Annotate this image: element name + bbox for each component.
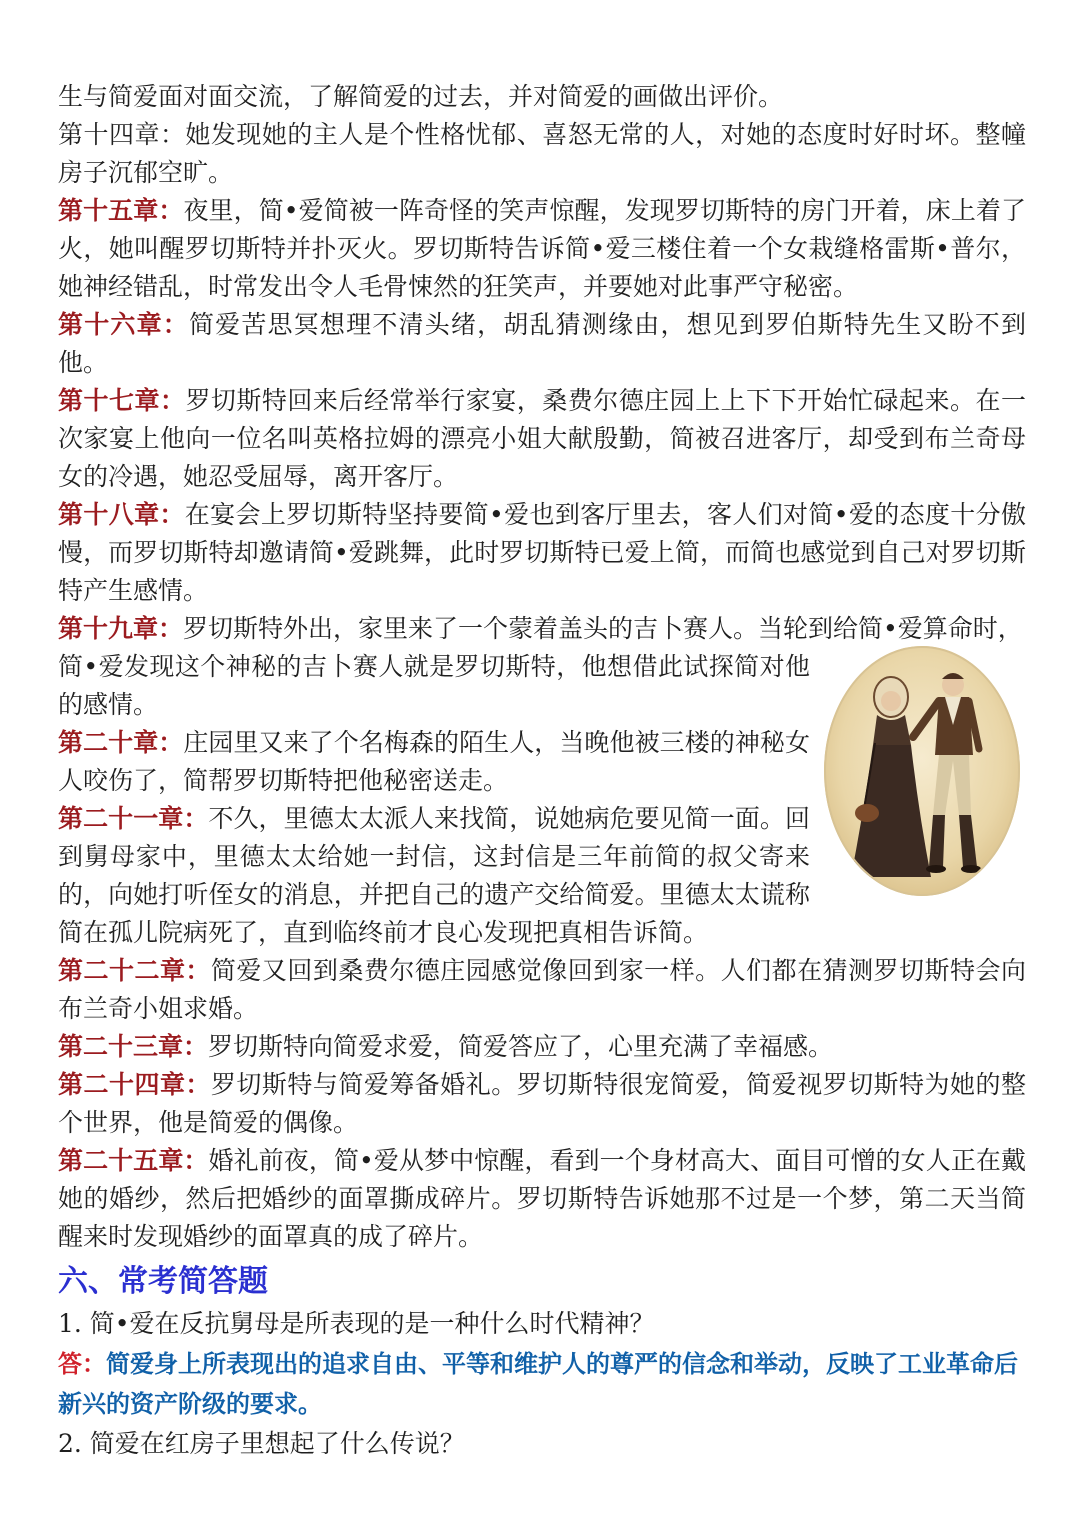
chapter-paragraph	[58, 116, 1026, 192]
chapter-list-top	[58, 78, 1026, 648]
couple-portrait-illustration	[823, 645, 1021, 897]
chapter-paragraph	[58, 496, 1026, 610]
chapter-paragraph	[58, 952, 1026, 1028]
chapter-label: 第二十一章：	[58, 804, 209, 833]
chapter-text: 夜里，简•爱简被一阵奇怪的笑声惊醒，发现罗切斯特的房门开着，床上着了火，她叫醒罗切斯特并扑灭火。罗切斯特告诉简•爱三楼住着一个女栽缝格雷斯•普尔，她神经错乱，时常发出令人毛骨悚然的狂笑声，并要她对此事严守秘密。	[58, 196, 1026, 301]
chapter-text: 庄园里又来了个名梅森的陌生人，当晚他被三楼的神秘女人咬伤了，简帮罗切斯特把他秘密送走。	[58, 728, 810, 795]
chapter-paragraph	[58, 382, 1026, 496]
chapter-paragraph	[58, 192, 1026, 306]
chapter-label: 第二十四章：	[58, 1070, 211, 1099]
chapter-text: 简爱又回到桑费尔德庄园感觉像回到家一样。人们都在猜测罗切斯特会向布兰奇小姐求婚。	[58, 956, 1026, 1023]
chapter-text: 婚礼前夜，简•爱从梦中惊醒，看到一个身材高大、面目可憎的女人正在戴她的婚纱，然后把婚纱的面罩撕成碎片。罗切斯特告诉她那不过是一个梦，第二天当简醒来时发现婚纱的面罩真的成了碎片。	[58, 1146, 1026, 1251]
chapter-paragraph	[58, 1028, 1026, 1066]
answer-1	[58, 1344, 1026, 1424]
chapter-label: 第十六章：	[58, 310, 189, 339]
chapter-label: 第十九章：	[58, 614, 184, 643]
chapter-paragraph	[58, 724, 810, 800]
chapter-label: 第二十章：	[58, 728, 184, 757]
chapter-paragraph	[58, 78, 1026, 116]
chapter-paragraph	[58, 610, 1026, 648]
answer-label: 答：	[58, 1350, 106, 1378]
chapter-label: 第二十二章：	[58, 956, 211, 985]
chapter-list-narrow	[58, 648, 810, 952]
chapter-paragraph	[58, 648, 810, 724]
chapter-text: 罗切斯特回来后经常举行家宴，桑费尔德庄园上上下下开始忙碌起来。在一次家宴上他向一位名叫英格拉姆的漂亮小姐大献殷勤，简被召进客厅，却受到布兰奇母女的冷遇，她忍受屈辱，离开客厅。	[58, 386, 1026, 491]
chapter-text: 罗切斯特外出，家里来了一个蒙着盖头的吉卜赛人。当轮到给简•爱算命时，	[183, 614, 1023, 643]
question-2: 2. 简爱在红房子里想起了什么传说？	[58, 1429, 465, 1458]
section-title: 六、常考简答题	[58, 1264, 268, 1299]
chapter-label: 第十五章：	[58, 196, 184, 225]
chapter-text: 简爱苦思冥想理不清头绪，胡乱猜测缘由，想见到罗伯斯特先生又盼不到他。	[58, 310, 1026, 377]
chapter-paragraph	[58, 1142, 1026, 1256]
chapter-label: 第十七章：	[58, 386, 186, 415]
chapter-text: 不久，里德太太派人来找简，说她病危要见简一面。回到舅母家中，里德太太给她一封信，这封信是三年前简的叔父寄来的，向她打听侄女的消息，并把自己的遗产交给简爱。里德太太谎称简在孤儿院病死了，直到临终前才良心发现把真相告诉简。	[58, 804, 810, 947]
chapter-text: 生与简爱面对面交流，了解简爱的过去，并对简爱的画做出评价。	[58, 82, 784, 111]
chapter-list-bottom	[58, 952, 1026, 1256]
chapter-text: 在宴会上罗切斯特坚持要简•爱也到客厅里去，客人们对简•爱的态度十分傲慢，而罗切斯特却邀请简•爱跳舞，此时罗切斯特已爱上简，而简也感觉到自己对罗切斯特产生感情。	[58, 500, 1026, 605]
chapter-label: 第十八章：	[58, 500, 185, 529]
answer-text: 简爱身上所表现出的追求自由、平等和维护人的尊严的信念和举动，反映了工业革命后新兴的资产阶级的要求。	[58, 1350, 1018, 1418]
chapter-text: 罗切斯特与简爱筹备婚礼。罗切斯特很宠简爱，简爱视罗切斯特为她的整个世界，他是简爱的偶像。	[58, 1070, 1026, 1137]
chapter-label: 第二十三章：	[58, 1032, 209, 1061]
chapter-text: 简•爱发现这个神秘的吉卜赛人就是罗切斯特，他想借此试探简对他的感情。	[58, 652, 810, 719]
chapter-text: 罗切斯特向简爱求爱，简爱答应了，心里充满了幸福感。	[208, 1032, 834, 1061]
question-1: 1. 简•爱在反抗舅母是所表现的是一种什么时代精神？	[58, 1309, 655, 1338]
chapter-paragraph	[58, 1066, 1026, 1142]
chapter-text: 第十四章：她发现她的主人是个性格忧郁、喜怒无常的人，对她的态度时好时坏。整幢房子沉郁空旷。	[58, 120, 1026, 187]
chapter-paragraph	[58, 800, 810, 952]
chapter-label: 第二十五章：	[58, 1146, 209, 1175]
chapter-paragraph	[58, 306, 1026, 382]
